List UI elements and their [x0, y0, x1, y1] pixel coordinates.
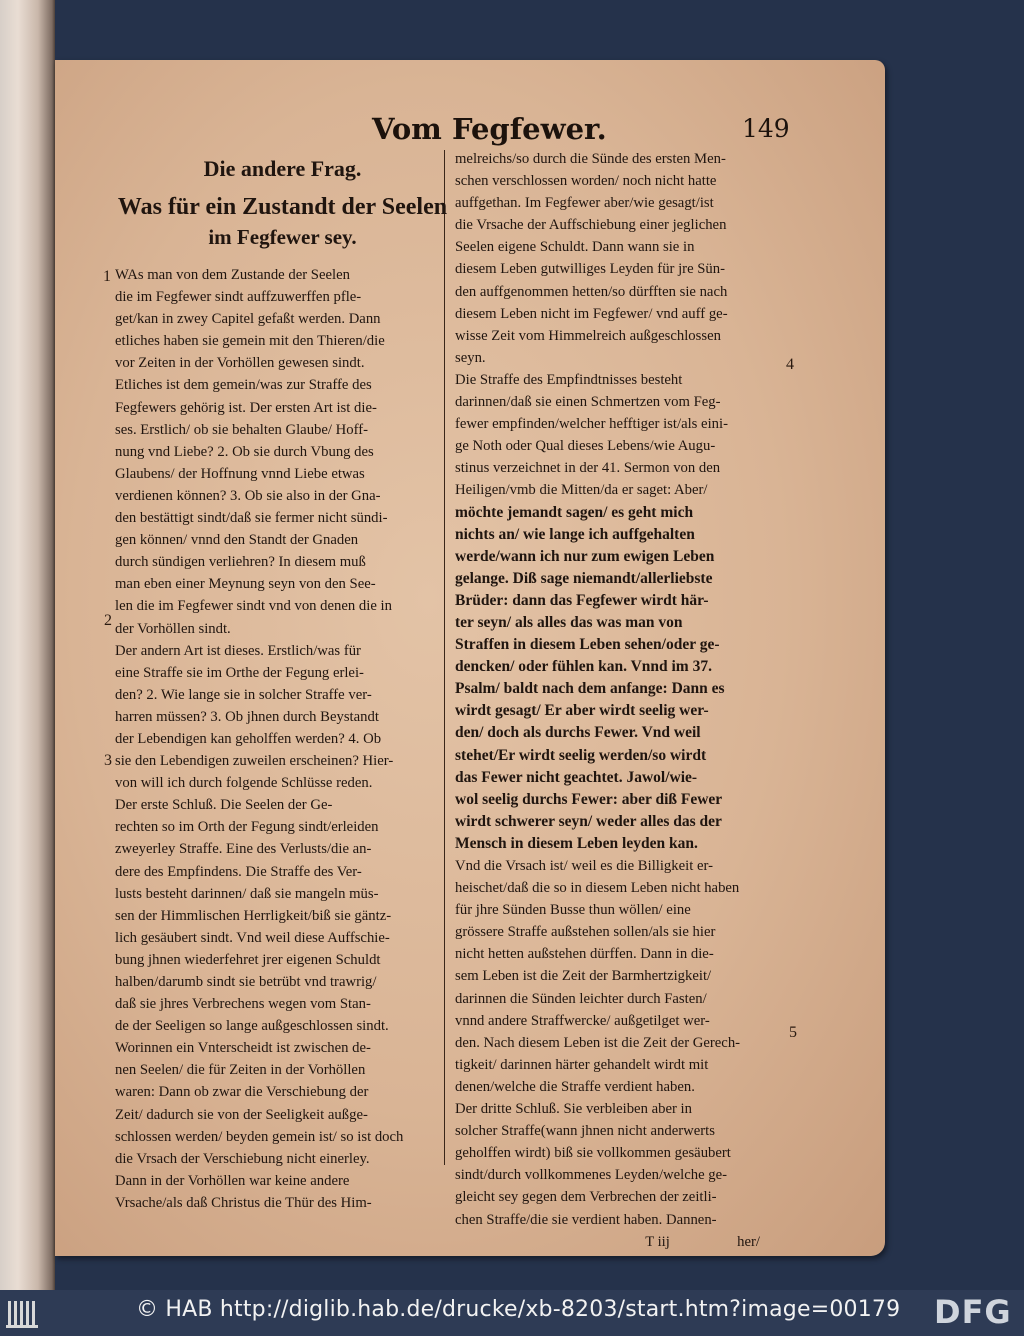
copyright-link[interactable]: © HAB http://diglib.hab.de/drucke/xb-8203/start.htm?image=00179: [136, 1297, 901, 1322]
text-line: Psalm/ baldt nach dem anfange: Dann es: [455, 680, 725, 698]
text-line: get/kan in zwey Capitel gefaßt werden. Dann: [115, 311, 381, 328]
text-line: Der erste Schluß. Die Seelen der Ge-: [115, 797, 333, 814]
text-line: gleicht sey gegen dem Verbrechen der zeitli-: [455, 1189, 717, 1206]
text-line: ter seyn/ als alles das was man von: [455, 613, 683, 631]
text-line: Zeit/ dadurch sie von der Seeligkeit außge-: [115, 1106, 368, 1123]
text-line: Glaubens/ der Hoffnung vnnd Liebe etwas: [115, 465, 365, 482]
question-label: Die andere Frag.: [203, 156, 362, 181]
text-line: werde/wann ich nur zum ewigen Leben: [455, 547, 715, 565]
text-line: etliches haben sie gemein mit den Thieren/die: [115, 333, 385, 350]
text-line: die Vrsache der Auffschiebung einer jeglichen: [455, 217, 727, 234]
text-line: Mensch in diesem Leben leyden kan.: [455, 834, 698, 852]
text-line: WAs man von dem Zustande der Seelen: [115, 267, 350, 283]
text-line: halben/darumb sindt sie betrübt vnd trawrig/: [115, 974, 377, 990]
margin-number: 5: [789, 1024, 797, 1041]
text-line: eine Straffe sie im Orthe der Fegung erlei-: [115, 664, 364, 681]
text-line: stehet/Er wirdt seelig werden/so wirdt: [455, 746, 707, 764]
text-line: waren: Dann ob zwar die Verschiebung der: [115, 1084, 369, 1101]
text-line: Der andern Art ist dieses. Erstlich/was für: [115, 642, 361, 659]
signature-mark: T iij: [645, 1233, 670, 1250]
book-binding-edge: [0, 0, 55, 1290]
text-line: darinnen die Sünden leichter durch Fasten/: [455, 990, 707, 1007]
text-line: heischet/daß die so in diesem Leben nicht haben: [455, 880, 740, 897]
text-line: tigkeit/ darinnen härter gehandelt wirdt mit: [455, 1056, 709, 1073]
text-line: vor Zeiten in der Vorhöllen gewesen sindt.: [115, 355, 365, 372]
text-line: schlossen werden/ beyden gemein ist/ so ist doch: [115, 1128, 404, 1145]
text-line: sen der Himmlischen Herrligkeit/biß sie gäntz-: [115, 907, 392, 924]
text-line: den/ doch als durchs Fewer. Vnd weil: [455, 724, 701, 742]
text-line: den bestättigt sindt/daß sie fermer nicht sündi-: [115, 510, 388, 527]
text-line: die im Fegfewer sindt auffzuwerffen pfle-: [115, 289, 362, 306]
right-text-lines: [455, 148, 790, 1231]
text-line: durch sündigen verliehren? In diesem muß: [115, 554, 366, 571]
text-line: der Vorhöllen sindt.: [115, 620, 231, 637]
margin-number: 2: [104, 612, 112, 629]
text-line: vnnd andere Straffwercke/ außgetilget wer-: [455, 1012, 710, 1029]
text-line: sem Leben ist die Zeit der Barmhertzigkeit/: [455, 968, 712, 985]
text-line: zweyerley Straffe. Eine des Verlusts/die an-: [115, 841, 372, 858]
text-line: sindt/durch vollkommenes Leyden/welche ge-: [455, 1167, 728, 1184]
text-line: Vrsache/als daß Christus die Thür des Him-: [115, 1194, 372, 1211]
margin-number: 1: [103, 268, 111, 285]
text-line: den auffgenommen hetten/so dürfften sie nach: [455, 283, 728, 300]
text-line: wirdt schwerer seyn/ weder alles das der: [455, 812, 722, 830]
text-line: der Lebendigen kan geholffen werden? 4. Ob: [115, 730, 382, 747]
text-line: daß sie jhres Verbrechens wegen vom Stan-: [115, 996, 371, 1013]
text-line: dencken/ oder fühlen kan. Vnnd im 37.: [455, 658, 712, 676]
text-line: len die im Fegfewer sindt vnd von denen die in: [115, 598, 392, 615]
hab-library-logo-icon: [6, 1297, 42, 1329]
text-line: nicht hetten außstehen dürffen. Dann in die-: [455, 946, 714, 963]
text-line: man eben einer Meynung seyn von den See-: [115, 576, 376, 593]
text-line: rechten so im Orth der Fegung sindt/erleiden: [115, 819, 379, 836]
text-line: melreichs/so durch die Sünde des ersten Men-: [455, 151, 726, 167]
text-line: schen verschlossen worden/ noch nicht hatte: [455, 173, 717, 190]
text-line: chen Straffe/die sie verdient haben. Dannen-: [455, 1211, 717, 1228]
text-line: diesem Leben nicht im Fegfewer/ vnd auff ge-: [455, 305, 728, 322]
text-line: auffgethan. Im Fegfewer aber/wie gesagt/ist: [455, 195, 714, 212]
section-subtitle: im Fegfewer sey.: [208, 225, 357, 249]
text-line: nung vnd Liebe? 2. Ob sie durch Vbung des: [115, 443, 374, 460]
text-line: das Fewer nicht geachtet. Jawol/wie-: [455, 768, 698, 786]
catchword: her/: [737, 1233, 760, 1250]
text-line: gelange. Diß sage niemandt/allerliebste: [455, 569, 713, 587]
text-line: wol seelig durchs Fewer: aber diß Fewer: [455, 790, 723, 808]
text-line: de der Seeligen so lange außgeschlossen sindt.: [115, 1018, 389, 1035]
text-line: seyn.: [455, 349, 486, 366]
text-line: Brüder: dann das Fegfewer wirdt här-: [455, 591, 709, 609]
text-line: Heiligen/vmb die Mitten/da er saget: Aber/: [455, 482, 708, 499]
text-line: Worinnen ein Vnterscheidt ist zwischen de-: [115, 1040, 371, 1057]
text-line: den. Nach diesem Leben ist die Zeit der Gerech-: [455, 1034, 741, 1051]
text-line: nichts an/ wie lange ich auffgehalten: [455, 525, 695, 543]
text-line: Seelen eigene Schuldt. Dann wann sie in: [455, 239, 695, 256]
text-line: lich gesäubert sindt. Vnd weil diese Auffschie-: [115, 929, 390, 946]
signature-line: [455, 1231, 790, 1253]
text-line: Straffen in diesem Leben sehen/oder ge-: [455, 636, 720, 654]
left-text-lines: [115, 264, 450, 1214]
text-line: den? 2. Wie lange sie in solcher Straffe ver-: [115, 686, 372, 703]
text-line: wisse Zeit vom Himmelreich außgeschlossen: [455, 327, 721, 344]
text-line: stinus verzeichnet in der 41. Sermon von den: [455, 460, 721, 477]
right-column: [455, 148, 790, 1253]
text-line: Die Straffe des Empfindtnisses besteht: [455, 371, 683, 388]
left-column: [115, 148, 450, 1214]
text-line: fewer empfinden/welcher hefftiger ist/als eini-: [455, 416, 728, 433]
text-line: für jhre Sünden Busse thun wöllen/ eine: [455, 902, 691, 919]
text-line: die Vrsach der Verschiebung nicht einerley.: [115, 1150, 370, 1167]
text-line: gen können/ vnnd den Standt der Gnaden: [115, 532, 359, 549]
text-line: ses. Erstlich/ ob sie behalten Glaube/ Hoff-: [115, 421, 369, 438]
text-line: Etliches ist dem gemein/was zur Straffe des: [115, 377, 372, 394]
text-line: darinnen/daß sie einen Schmertzen vom Feg-: [455, 394, 721, 411]
text-line: harren müssen? 3. Ob jhnen durch Beystandt: [115, 708, 379, 725]
section-title: Was für ein Zustandt der Seelen: [117, 194, 448, 220]
text-line: wirdt gesagt/ Er aber wirdt seelig wer-: [455, 702, 709, 720]
text-line: diesem Leben gutwilliges Leyden für jre Sün-: [455, 261, 726, 278]
text-line: dere des Empfindens. Die Straffe des Ver-: [115, 863, 362, 880]
text-line: nen Seelen/ die für Zeiten in der Vorhöllen: [115, 1062, 366, 1079]
page-number: 149: [742, 114, 790, 143]
text-line: geholffen wirdt) biß sie vollkommen gesäubert: [455, 1145, 731, 1162]
text-line: verdienen können? 3. Ob sie also in der Gna-: [115, 487, 381, 504]
running-head: Vom Fegfewer.: [372, 112, 607, 146]
dfg-logo: DFG: [934, 1293, 1012, 1331]
text-line: solcher Straffe(wann jhnen nicht anderwerts: [455, 1123, 715, 1140]
text-line: von will ich durch folgende Schlüsse reden.: [115, 775, 373, 792]
text-line: möchte jemandt sagen/ es geht mich: [455, 503, 694, 521]
text-line: Vnd die Vrsach ist/ weil es die Billigkeit er-: [455, 858, 713, 874]
text-line: Fegfewers gehörig ist. Der ersten Art ist die-: [115, 399, 377, 416]
margin-number: 3: [104, 752, 112, 769]
text-line: lusts besteht darinnen/ daß sie mangeln müs-: [115, 885, 379, 902]
text-line: Dann in der Vorhöllen war keine andere: [115, 1172, 350, 1189]
text-line: ge Noth oder Qual dieses Lebens/wie Augu-: [455, 438, 716, 455]
margin-number: 4: [786, 356, 794, 373]
text-line: bung jhnen wiederfehret jrer eigenen Schuldt: [115, 951, 381, 968]
text-line: denen/welche die Straffe verdient haben.: [455, 1078, 695, 1095]
text-line: Der dritte Schluß. Sie verbleiben aber in: [455, 1101, 692, 1118]
text-line: grössere Straffe außstehen sollen/als sie hier: [455, 924, 716, 941]
text-line: sie den Lebendigen zuweilen erscheinen? Hier-: [115, 753, 394, 770]
